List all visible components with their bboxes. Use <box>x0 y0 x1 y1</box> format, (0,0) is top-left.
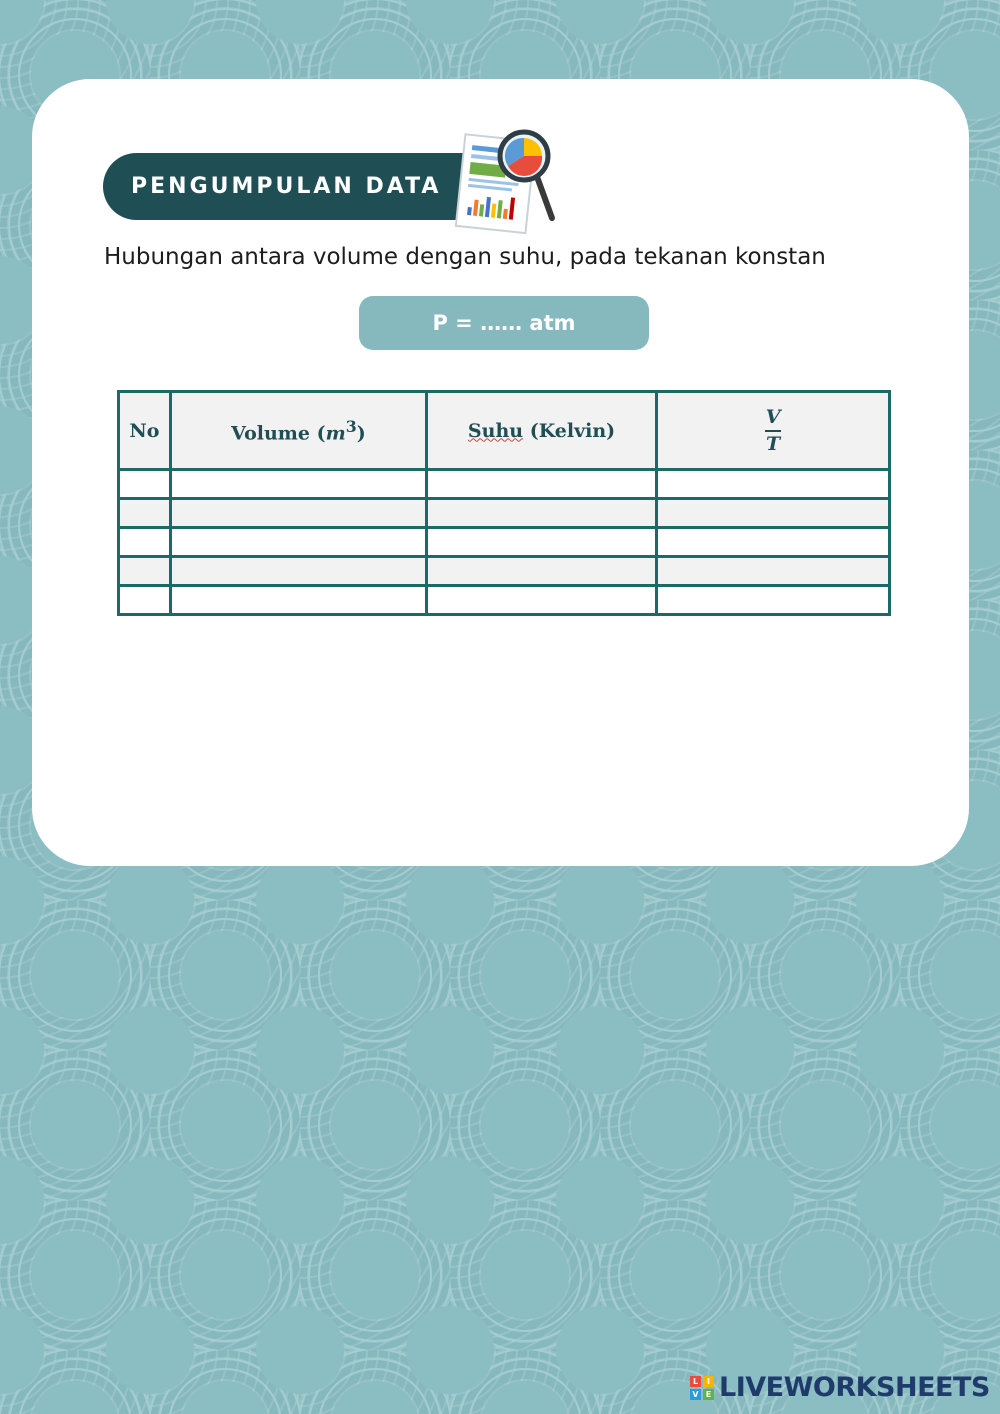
liveworksheets-logo[interactable] <box>690 1372 990 1403</box>
cell-suhu[interactable] <box>426 586 656 615</box>
cell-no[interactable] <box>119 557 171 586</box>
cell-volume[interactable] <box>170 499 426 528</box>
table-header-row <box>119 392 890 470</box>
header-ratio <box>657 392 890 470</box>
cell-ratio[interactable] <box>657 499 890 528</box>
table-row <box>119 586 890 615</box>
cell-volume[interactable] <box>170 557 426 586</box>
cell-suhu[interactable] <box>426 470 656 499</box>
table-row <box>119 528 890 557</box>
data-table <box>117 390 891 616</box>
report-magnifier-icon <box>448 128 564 240</box>
pressure-label: P = …… atm <box>432 311 576 335</box>
logo-text: LIVEWORKSHEETS <box>719 1372 990 1403</box>
cell-no[interactable] <box>119 470 171 499</box>
volume-exponent: 3 <box>345 416 357 436</box>
cell-volume[interactable] <box>170 470 426 499</box>
header-volume: Volume $(m^3)$ <box>170 392 426 470</box>
cell-ratio[interactable] <box>657 470 890 499</box>
table-row <box>119 557 890 586</box>
volume-unit: m <box>325 422 346 445</box>
cell-no[interactable] <box>119 528 171 557</box>
cell-no[interactable] <box>119 586 171 615</box>
cell-volume[interactable] <box>170 528 426 557</box>
table-row <box>119 499 890 528</box>
cell-ratio[interactable] <box>657 586 890 615</box>
ratio-fraction: $\frac{V}{T}$ <box>765 406 781 455</box>
cell-suhu[interactable] <box>426 499 656 528</box>
cell-no[interactable] <box>119 499 171 528</box>
section-title: PENGUMPULAN DATA <box>131 174 442 199</box>
logo-squares-icon: L I V E <box>690 1376 714 1400</box>
table-row <box>119 470 890 499</box>
cell-suhu[interactable] <box>426 528 656 557</box>
cell-suhu[interactable] <box>426 557 656 586</box>
header-suhu-word: Suhu <box>467 419 524 442</box>
cell-volume[interactable] <box>170 586 426 615</box>
pressure-field[interactable] <box>359 296 649 350</box>
cell-ratio[interactable] <box>657 528 890 557</box>
header-suhu: Suhu (Kelvin) <box>426 392 656 470</box>
header-no: No <box>119 392 171 470</box>
page-subtitle: Hubungan antara volume dengan suhu, pada tekanan konstan <box>104 244 826 270</box>
cell-ratio[interactable] <box>657 557 890 586</box>
section-title-banner <box>103 153 475 220</box>
